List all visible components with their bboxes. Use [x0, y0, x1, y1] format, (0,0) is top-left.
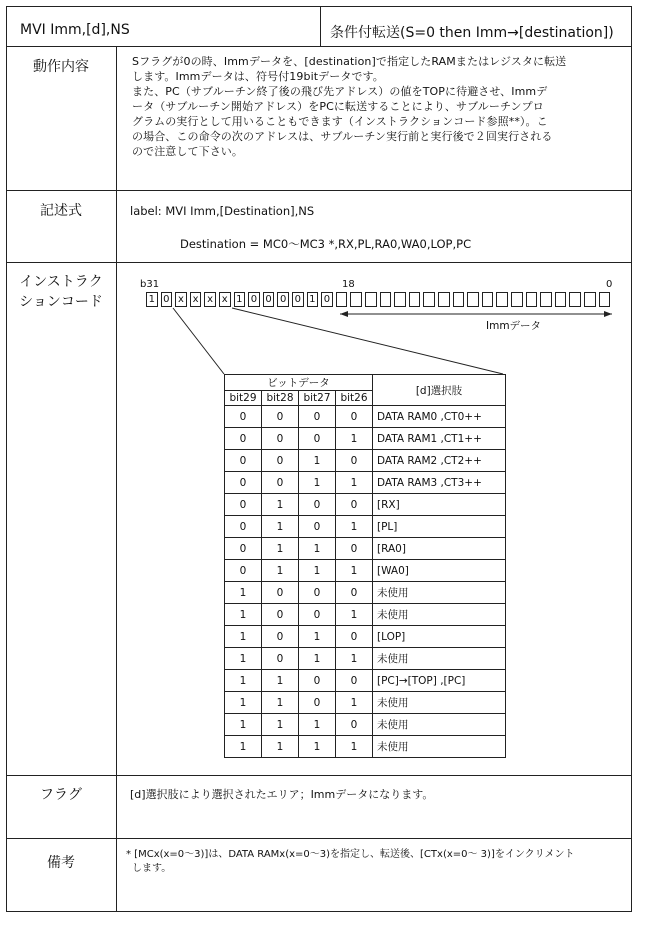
bit-value-cell: 0: [225, 494, 262, 516]
bit-value-cell: 0: [262, 626, 299, 648]
bit-value-cell: 1: [336, 736, 373, 758]
bit-value-cell: 0: [225, 472, 262, 494]
bit-value-cell: 0: [336, 626, 373, 648]
bit-cell: 0: [248, 292, 260, 307]
column-bit29: bit29: [225, 391, 262, 406]
select-value-cell: [PC]→[TOP] ,[PC]: [373, 670, 506, 692]
bit-value-cell: 0: [262, 582, 299, 604]
bit-value-cell: 1: [225, 604, 262, 626]
bit-cell: 1: [307, 292, 319, 307]
imm-data-label: Immデータ: [486, 320, 542, 332]
table-row: [225, 450, 506, 472]
select-value-cell: 未使用: [373, 714, 506, 736]
remarks-label: 備考: [47, 855, 75, 871]
bit-value-cell: 1: [299, 626, 336, 648]
bit-value-cell: 1: [336, 472, 373, 494]
syntax-format: label: MVI Imm,[Destination],NS: [130, 204, 315, 218]
operation-line: また、PC（サブルーチン終了後の飛び先アドレス）の値をTOPに待避させ、Immデ: [132, 85, 548, 98]
bit-value-cell: 1: [299, 560, 336, 582]
operation-line: します。Immデータは、符号付19bitデータです。: [132, 70, 384, 83]
table-row: [225, 648, 506, 670]
select-value-cell: 未使用: [373, 692, 506, 714]
bit-value-cell: 0: [299, 670, 336, 692]
bit-value-cell: 0: [262, 450, 299, 472]
remarks-line: * [MCx(x=0～3)]は、DATA RAMx(x=0～3)を指定し、転送後、[CTx(x=0～ 3)]をインクリメント: [126, 849, 575, 860]
bit-value-cell: 0: [299, 692, 336, 714]
bit-value-cell: 1: [225, 582, 262, 604]
zoom-line-right: [232, 308, 503, 374]
bit-value-cell: 1: [299, 450, 336, 472]
bit-cell: x: [219, 292, 231, 307]
operation-line: の場合、この命令の次のアドレスは、サブルーチン実行前と実行後で２回実行される: [132, 130, 553, 143]
bit-value-cell: 0: [225, 406, 262, 428]
bit-value-cell: 1: [299, 736, 336, 758]
bit-value-cell: 0: [299, 428, 336, 450]
flag-text: [d]選択肢により選択されたエリア；Immデータになります。: [130, 788, 434, 801]
bit-value-cell: 1: [225, 626, 262, 648]
bit-value-cell: 1: [225, 736, 262, 758]
bit-cell: x: [204, 292, 216, 307]
bit-value-cell: 0: [225, 538, 262, 560]
bit-value-cell: 0: [225, 428, 262, 450]
syntax-label: 記述式: [40, 203, 82, 219]
bit-data-header: ビットデータ: [225, 375, 373, 391]
column-bit26: bit26: [336, 391, 373, 406]
bit-value-cell: 1: [336, 692, 373, 714]
instruction-name: MVI Imm,[d],NS: [20, 22, 130, 38]
bit-value-cell: 0: [336, 582, 373, 604]
bit0-label: 0: [606, 279, 613, 290]
bit-cell: 0: [292, 292, 304, 307]
zoom-line-left: [173, 308, 224, 374]
bit-cell: 0: [277, 292, 289, 307]
bit-value-cell: 0: [299, 582, 336, 604]
bit-value-cell: 0: [299, 604, 336, 626]
bit-value-cell: 1: [299, 648, 336, 670]
bit-value-cell: 1: [225, 714, 262, 736]
select-value-cell: [LOP]: [373, 626, 506, 648]
bit-value-cell: 1: [225, 692, 262, 714]
table-row: [225, 516, 506, 538]
select-header: [d]選択肢: [373, 375, 506, 406]
operation-line: グラムの実行として用いることもできます（インストラクションコード参照**）。こ: [132, 115, 548, 128]
table-row: [225, 560, 506, 582]
table-row: [225, 736, 506, 758]
table-row: [225, 472, 506, 494]
bit-value-cell: 1: [262, 494, 299, 516]
select-value-cell: 未使用: [373, 582, 506, 604]
bit-cell: x: [190, 292, 202, 307]
select-value-cell: DATA RAM3 ,CT3++: [373, 472, 506, 494]
operation-label: 動作内容: [33, 59, 89, 75]
bit-cell: 1: [234, 292, 246, 307]
bit-value-cell: 1: [262, 560, 299, 582]
bit31-label: b31: [140, 279, 160, 290]
bit-value-cell: 0: [225, 450, 262, 472]
bit-value-cell: 0: [299, 494, 336, 516]
bit-value-cell: 1: [262, 516, 299, 538]
table-row: [225, 428, 506, 450]
bit-value-cell: 1: [262, 538, 299, 560]
bit-value-cell: 0: [225, 560, 262, 582]
bit-cell: 0: [321, 292, 333, 307]
bit-value-cell: 1: [262, 736, 299, 758]
table-row: [225, 406, 506, 428]
table-row: [225, 714, 506, 736]
bit-value-cell: 1: [299, 472, 336, 494]
bit-value-cell: 0: [262, 472, 299, 494]
select-value-cell: DATA RAM2 ,CT2++: [373, 450, 506, 472]
table-row: [225, 494, 506, 516]
remarks-line: します。: [132, 863, 172, 874]
bit18-label: 18: [342, 279, 355, 290]
bit-value-cell: 1: [299, 714, 336, 736]
bit-value-cell: 1: [336, 428, 373, 450]
bit-cell: 1: [146, 292, 158, 307]
bit-value-cell: 1: [336, 604, 373, 626]
select-value-cell: 未使用: [373, 736, 506, 758]
syntax-destination: Destination = MC0～MC3 *,RX,PL,RA0,WA0,LOP,PC: [180, 237, 472, 251]
bit-value-cell: 0: [262, 406, 299, 428]
table-row: [225, 538, 506, 560]
bit-value-cell: 0: [299, 406, 336, 428]
table-row: [225, 582, 506, 604]
select-value-cell: [RX]: [373, 494, 506, 516]
select-value-cell: 未使用: [373, 648, 506, 670]
bit-value-cell: 1: [225, 670, 262, 692]
remarks-text: [126, 848, 626, 876]
select-value-cell: [WA0]: [373, 560, 506, 582]
imm-range-arrow-right-icon: [604, 311, 612, 317]
column-bit28: bit28: [262, 391, 299, 406]
bit-value-cell: 1: [299, 538, 336, 560]
select-value-cell: DATA RAM1 ,CT1++: [373, 428, 506, 450]
bit-cell: 0: [161, 292, 173, 307]
operation-line: Sフラグが0の時、Immデータを、[destination]で指定したRAMまたはレジスタに転送: [132, 55, 567, 68]
select-value-cell: [RA0]: [373, 538, 506, 560]
column-bit27: bit27: [299, 391, 336, 406]
bit-value-cell: 1: [225, 648, 262, 670]
code-label-line2: ションコード: [19, 294, 103, 310]
bit-value-cell: 1: [262, 714, 299, 736]
bit-value-cell: 0: [262, 428, 299, 450]
bit-value-cell: 0: [336, 406, 373, 428]
operation-line: ので注意して下さい。: [132, 145, 243, 158]
imm-range-arrow-left-icon: [340, 311, 348, 317]
select-value-cell: DATA RAM0 ,CT0++: [373, 406, 506, 428]
bit-cell: x: [175, 292, 187, 307]
operation-line: ータ（サブルーチン開始アドレス）をPCに転送することにより、サブルーチンプロ: [132, 100, 544, 113]
bit-value-cell: 1: [336, 560, 373, 582]
bit-value-cell: 1: [336, 516, 373, 538]
table-row: [225, 670, 506, 692]
bit-value-cell: 0: [225, 516, 262, 538]
bit-value-cell: 1: [262, 670, 299, 692]
bit-value-cell: 0: [336, 714, 373, 736]
bit-value-cell: 1: [262, 692, 299, 714]
table-row: [225, 692, 506, 714]
bit-select-table: [224, 374, 506, 758]
bit-value-cell: 0: [262, 648, 299, 670]
bit-value-cell: 1: [336, 648, 373, 670]
bit-value-cell: 0: [262, 604, 299, 626]
bit-value-cell: 0: [299, 516, 336, 538]
bit-cell: 0: [263, 292, 275, 307]
table-row: [225, 604, 506, 626]
bit-value-cell: 0: [336, 494, 373, 516]
flag-label: フラグ: [40, 787, 82, 803]
code-label-line1: インストラク: [19, 274, 103, 290]
table-row: [225, 626, 506, 648]
bit-value-cell: 0: [336, 670, 373, 692]
select-value-cell: 未使用: [373, 604, 506, 626]
bit-value-cell: 0: [336, 538, 373, 560]
bit-value-cell: 0: [336, 450, 373, 472]
select-value-cell: [PL]: [373, 516, 506, 538]
instruction-summary: 条件付転送(S=0 then Imm→[destination]): [330, 25, 614, 41]
